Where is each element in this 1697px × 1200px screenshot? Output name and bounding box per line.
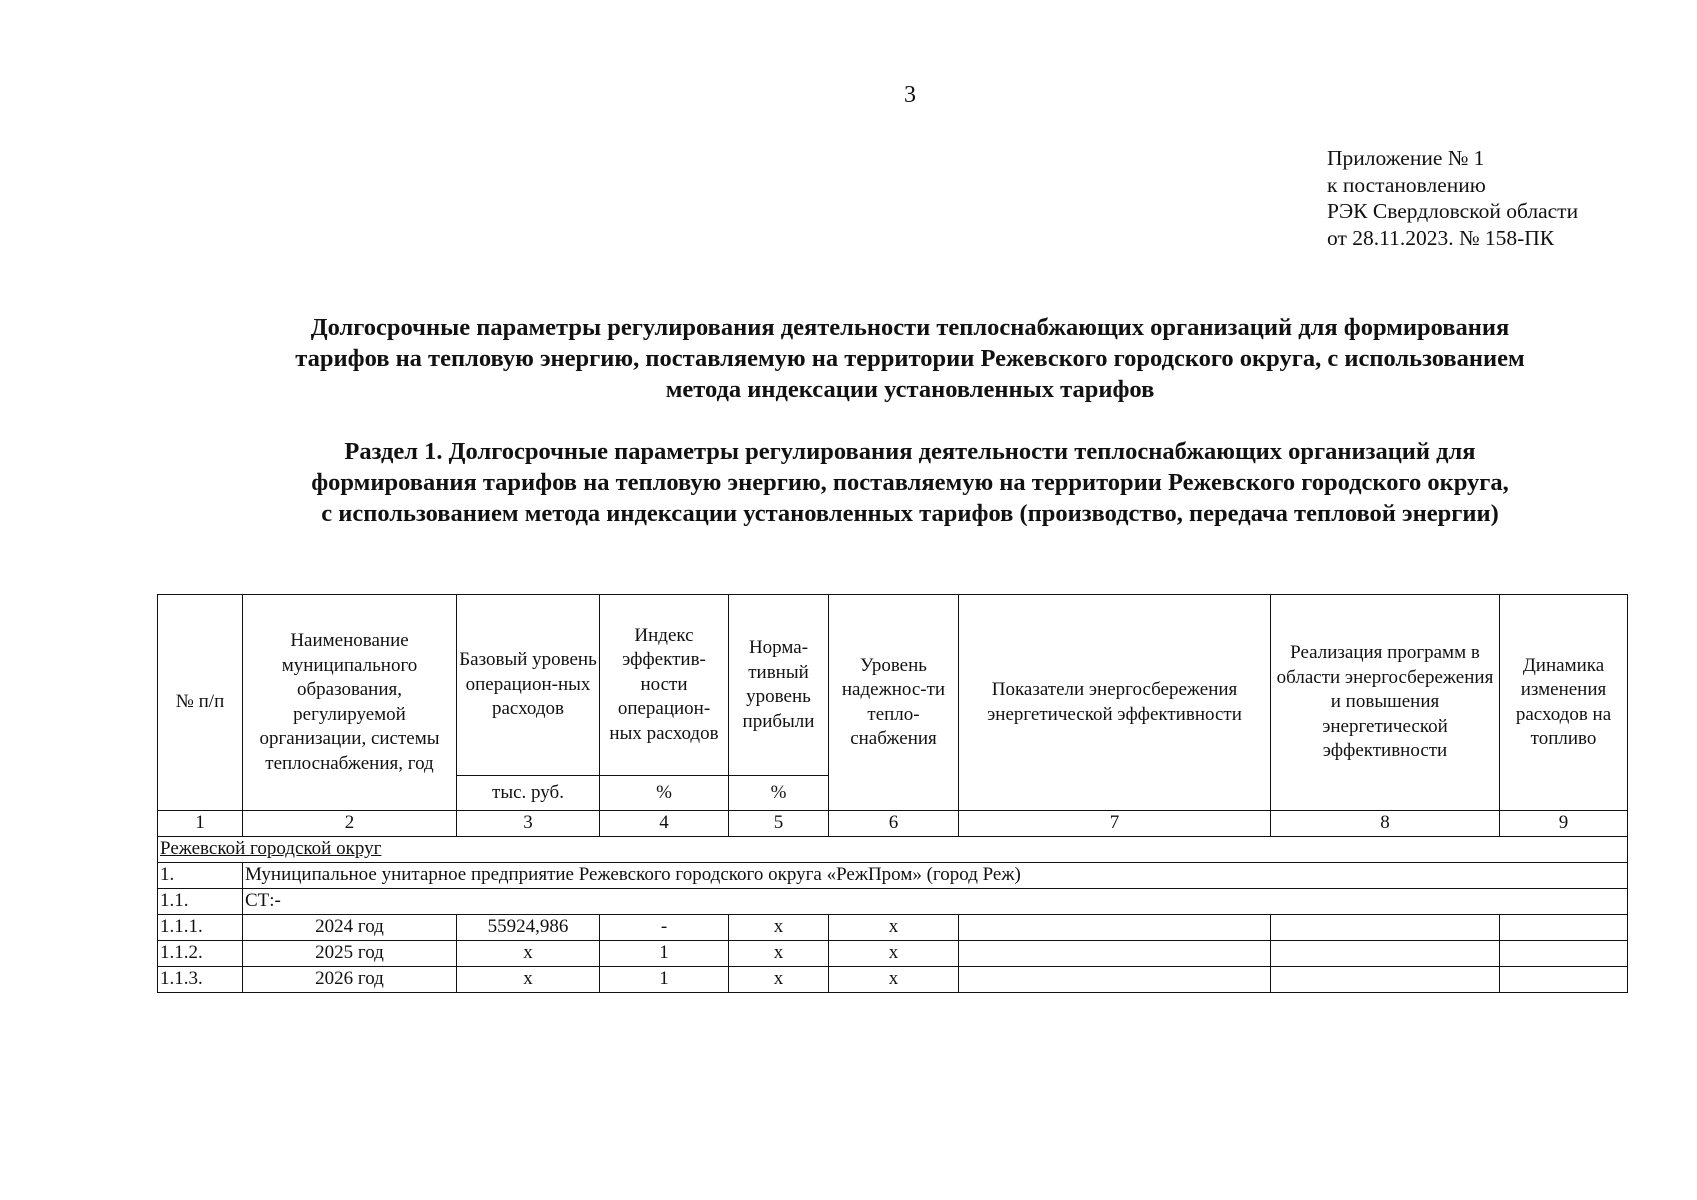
organization-row: [158, 862, 1628, 888]
title-line: метода индексации установленных тарифов: [665, 376, 1155, 403]
organization-number: 1.: [158, 862, 243, 888]
column-number: 6: [829, 811, 959, 837]
header-row: [158, 595, 1628, 776]
appendix-line: Приложение № 1: [1327, 146, 1485, 170]
organization-name: Муниципальное унитарное предприятие Режевского городского округа «РежПром» (город Реж): [243, 862, 1628, 888]
table-row: [158, 966, 1628, 992]
appendix-line: РЭК Свердловской области: [1327, 199, 1579, 223]
column-number: 9: [1500, 811, 1628, 837]
column-number: 3: [457, 811, 600, 837]
row-energy-saving-indicators: [959, 940, 1271, 966]
row-fuel-dynamics: [1500, 940, 1628, 966]
row-year: 2026 год: [243, 966, 457, 992]
region-row: [158, 836, 1628, 862]
row-number: 1.1.2.: [158, 940, 243, 966]
header-name: Наименование муниципального образования, регулируемой организации, системы теплоснабжения, год: [243, 595, 457, 811]
row-efficiency-index: 1: [600, 940, 729, 966]
row-year: 2025 год: [243, 940, 457, 966]
column-number: 8: [1271, 811, 1500, 837]
row-energy-saving-programs: [1271, 914, 1500, 940]
unit-efficiency-index: %: [600, 776, 729, 811]
table-row: [158, 914, 1628, 940]
row-normative-profit: х: [729, 914, 829, 940]
section-title: [180, 436, 1640, 529]
system-number: 1.1.: [158, 888, 243, 914]
column-number: 4: [600, 811, 729, 837]
header-reliability: Уровень надежнос-ти тепло-снабжения: [829, 595, 959, 811]
row-base-opex: 55924,986: [457, 914, 600, 940]
unit-normative-profit: %: [729, 776, 829, 811]
row-base-opex: х: [457, 966, 600, 992]
row-fuel-dynamics: [1500, 914, 1628, 940]
row-number: 1.1.1.: [158, 914, 243, 940]
document-title: [180, 312, 1640, 405]
header-normative-profit: Норма-тивный уровень прибыли: [729, 595, 829, 776]
header-energy-saving-programs: Реализация программ в области энергосбережения и повышения энергетической эффективности: [1271, 595, 1500, 811]
row-reliability: х: [829, 940, 959, 966]
row-year: 2024 год: [243, 914, 457, 940]
row-efficiency-index: -: [600, 914, 729, 940]
header-number: № п/п: [158, 595, 243, 811]
parameters-table: [157, 594, 1628, 993]
section-title-line: формирования тарифов на тепловую энергию, поставляемую на территории Режевского городского округа,: [311, 469, 1509, 496]
header-efficiency-index: Индекс эффектив-ности операцион-ных расходов: [600, 595, 729, 776]
column-number: 7: [959, 811, 1271, 837]
row-normative-profit: х: [729, 940, 829, 966]
row-energy-saving-indicators: [959, 914, 1271, 940]
row-fuel-dynamics: [1500, 966, 1628, 992]
column-numbers-row: [158, 811, 1628, 837]
system-name: СТ:-: [243, 888, 1628, 914]
appendix-line: от 28.11.2023. № 158-ПК: [1327, 225, 1555, 250]
row-reliability: х: [829, 914, 959, 940]
title-line: тарифов на тепловую энергию, поставляемую на территории Режевского городского округа, с использованием: [295, 345, 1525, 372]
header-energy-saving-indicators: Показатели энергосбережения энергетической эффективности: [959, 595, 1271, 811]
appendix-line: к постановлению: [1327, 172, 1486, 197]
column-number: 2: [243, 811, 457, 837]
row-number: 1.1.3.: [158, 966, 243, 992]
appendix-block: [1327, 145, 1578, 251]
region-name: Режевской городской округ: [158, 836, 1628, 862]
row-energy-saving-programs: [1271, 966, 1500, 992]
row-energy-saving-programs: [1271, 940, 1500, 966]
row-normative-profit: х: [729, 966, 829, 992]
column-number: 5: [729, 811, 829, 837]
section-title-line: с использованием метода индексации установленных тарифов (производство, передача тепловой энергии): [321, 500, 1499, 527]
unit-base-opex: тыс. руб.: [457, 776, 600, 811]
row-reliability: х: [829, 966, 959, 992]
column-number: 1: [158, 811, 243, 837]
system-row: [158, 888, 1628, 914]
table-row: [158, 940, 1628, 966]
header-fuel-dynamics: Динамика изменения расходов на топливо: [1500, 595, 1628, 811]
page-number: 3: [904, 82, 916, 108]
title-line: Долгосрочные параметры регулирования деятельности теплоснабжающих организаций для формирования: [310, 314, 1510, 341]
row-efficiency-index: 1: [600, 966, 729, 992]
header-base-opex: Базовый уровень операцион-ных расходов: [457, 595, 600, 776]
row-base-opex: х: [457, 940, 600, 966]
row-energy-saving-indicators: [959, 966, 1271, 992]
section-title-line: Раздел 1. Долгосрочные параметры регулирования деятельности теплоснабжающих организаций для: [344, 438, 1476, 465]
